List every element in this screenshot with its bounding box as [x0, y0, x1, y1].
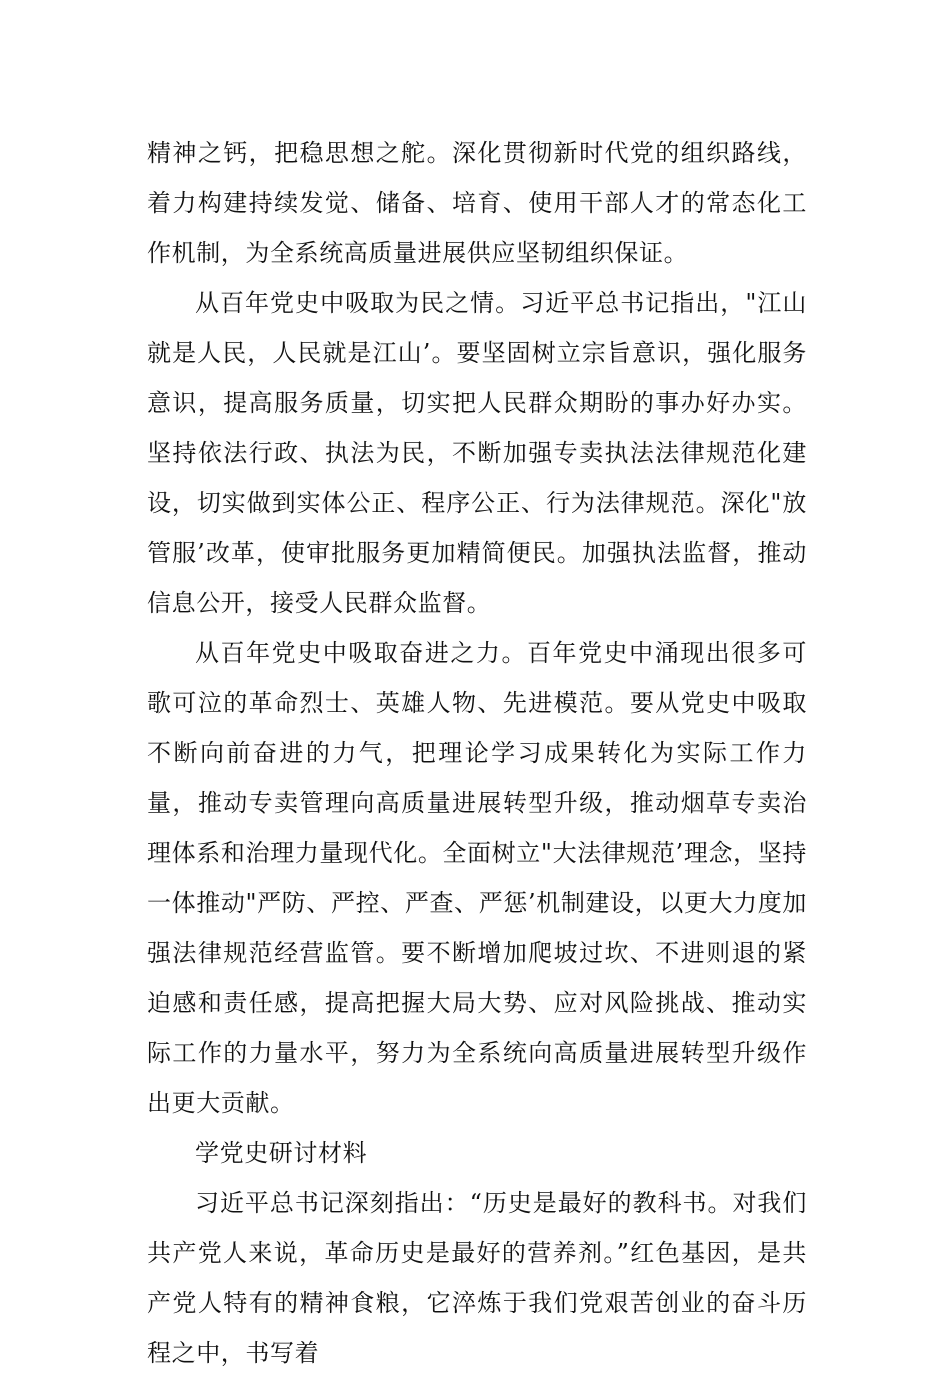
paragraph-people: 从百年党史中吸取为民之情。习近平总书记指出，"江山就是人民，人民就是江山’。要坚固树立宗旨意识，强化服务意识，提高服务质量，切实把人民群众期盼的事办好办实。坚持依法行政、执法为民，不断加强专卖执法法律规范化建设，切实做到实体公正、程序公正、行为法律规范。深化"放管服’改革，使审批服务更加精简便民。加强执法监督，推动信息公开，接受人民群众监督。: [147, 289, 807, 617]
paragraph-continuation: 精神之钙，把稳思想之舵。深化贯彻新时代党的组织路线，着力构建持续发觉、储备、培育、使用干部人才的常态化工作机制，为全系统高质量进展供应坚韧组织保证。: [147, 139, 807, 267]
paragraph-history-textbook: 习近平总书记深刻指出：“历史是最好的教科书。对我们共产党人来说，革命历史是最好的营养剂。”红色基因，是共产党人特有的精神食粮，它淬炼于我们党艰苦创业的奋斗历程之中，书写着: [147, 1189, 807, 1367]
document-body: [147, 128, 807, 1378]
paragraph-strength: 从百年党史中吸取奋进之力。百年党史中涌现出很多可歌可泣的革命烈士、英雄人物、先进模范。要从党史中吸取不断向前奋进的力气，把理论学习成果转化为实际工作力量，推动专卖管理向高质量进展转型升级，推动烟草专卖治理体系和治理力量现代化。全面树立"大法律规范’理念，坚持一体推动"严防、严控、严查、严惩’机制建设，以更大力度加强法律规范经营监管。要不断增加爬坡过坎、不进则退的紧迫感和责任感，提高把握大局大势、应对风险挑战、推动实际工作的力量水平，努力为全系统向高质量进展转型升级作出更大贡献。: [147, 639, 807, 1117]
section-title: 学党史研讨材料: [195, 1139, 368, 1167]
